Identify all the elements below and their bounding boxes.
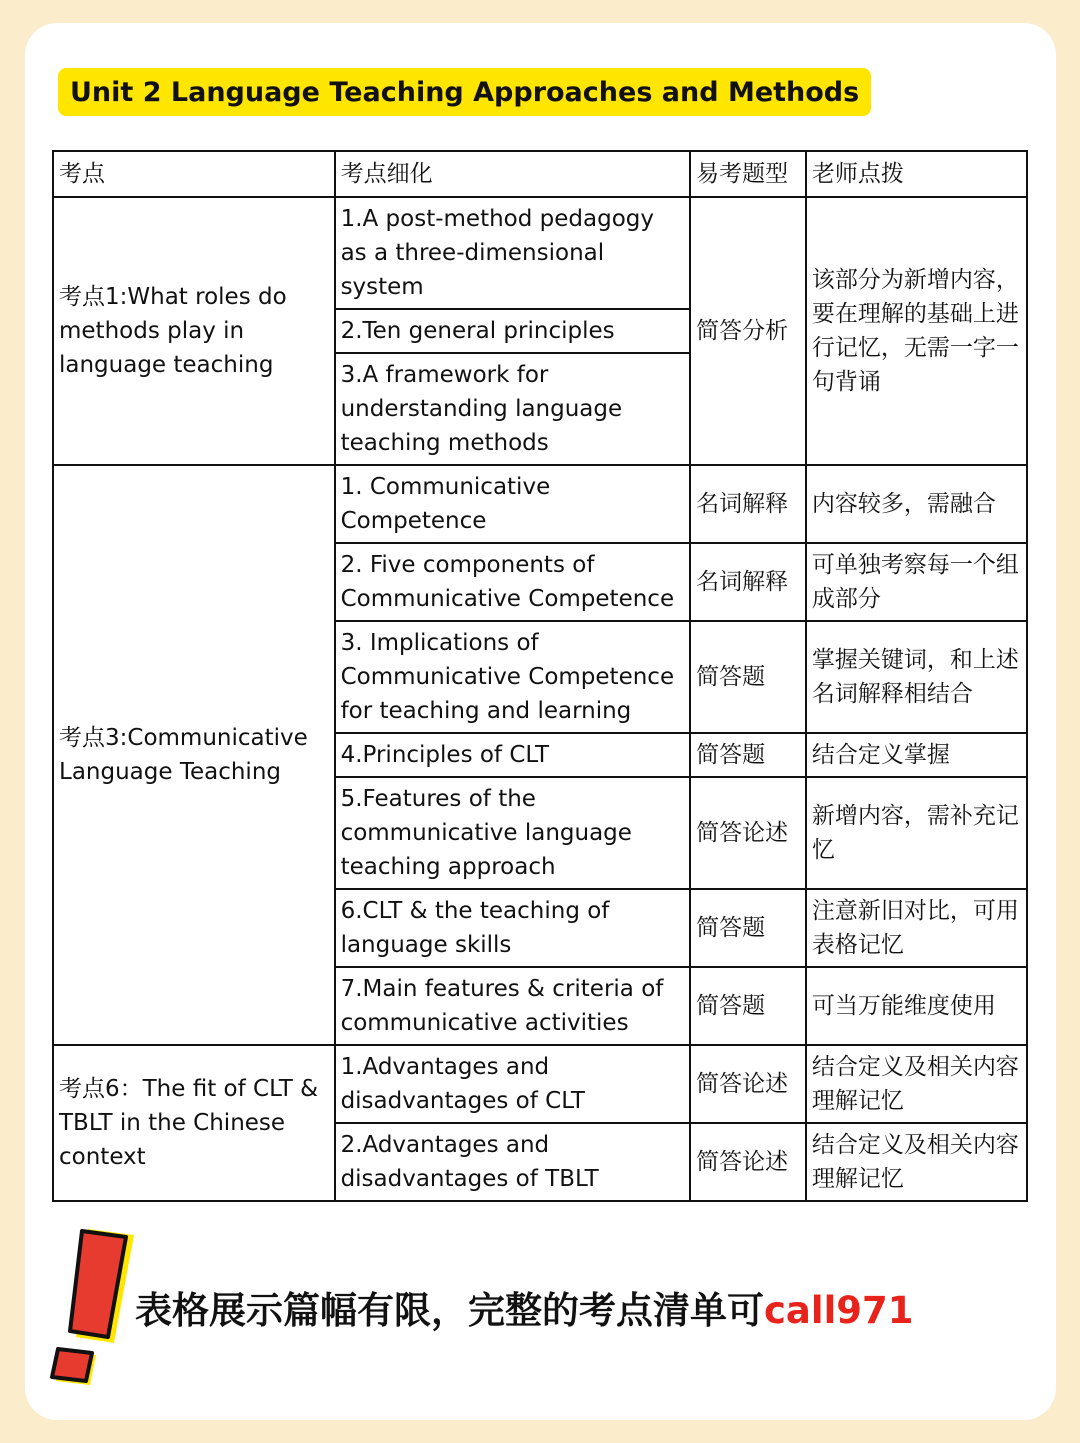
header-question-type: 易考题型 — [690, 151, 806, 197]
exam-points-table — [52, 150, 1028, 1202]
detail-cell: 2.Ten general principles — [335, 309, 691, 353]
question-type-cell: 简答题 — [690, 889, 806, 967]
question-type-cell: 简答论述 — [690, 1045, 806, 1123]
teacher-tip-cell: 注意新旧对比，可用表格记忆 — [806, 889, 1027, 967]
detail-cell: 1.Advantages and disadvantages of CLT — [335, 1045, 691, 1123]
table-row — [53, 1045, 1027, 1123]
detail-cell: 2. Five components of Communicative Competence — [335, 543, 691, 621]
teacher-tip-cell: 可单独考察每一个组成部分 — [806, 543, 1027, 621]
exclamation-icon — [48, 1225, 140, 1390]
detail-cell: 1.A post-method pedagogy as a three-dimensional system — [335, 197, 691, 309]
question-type-cell: 简答论述 — [690, 1123, 806, 1201]
header-topic: 考点 — [53, 151, 335, 197]
detail-cell: 3. Implications of Communicative Competence for teaching and learning — [335, 621, 691, 733]
detail-cell: 6.CLT & the teaching of language skills — [335, 889, 691, 967]
detail-cell: 4.Principles of CLT — [335, 733, 691, 777]
detail-cell: 7.Main features & criteria of communicative activities — [335, 967, 691, 1045]
teacher-tip-cell: 结合定义掌握 — [806, 733, 1027, 777]
teacher-tip-cell: 该部分为新增内容，要在理解的基础上进行记忆，无需一字一句背诵 — [806, 197, 1027, 465]
detail-cell: 5.Features of the communicative language teaching approach — [335, 777, 691, 889]
footer-accent-text: call971 — [764, 1289, 914, 1332]
topic-cell: 考点3:Communicative Language Teaching — [53, 465, 335, 1045]
teacher-tip-cell: 新增内容，需补充记忆 — [806, 777, 1027, 889]
table-row — [53, 465, 1027, 543]
page-title: Unit 2 Language Teaching Approaches and Methods — [58, 68, 871, 116]
teacher-tip-cell: 内容较多，需融合 — [806, 465, 1027, 543]
question-type-cell: 名词解释 — [690, 465, 806, 543]
question-type-cell: 简答分析 — [690, 197, 806, 465]
detail-cell: 3.A framework for understanding language teaching methods — [335, 353, 691, 465]
header-detail: 考点细化 — [335, 151, 691, 197]
footer-note-text: 表格展示篇幅有限，完整的考点清单可 — [135, 1289, 764, 1332]
table-header-row — [53, 151, 1027, 197]
teacher-tip-cell: 结合定义及相关内容理解记忆 — [806, 1123, 1027, 1201]
topic-cell: 考点1:What roles do methods play in language teaching — [53, 197, 335, 465]
header-teacher-tip: 老师点拨 — [806, 151, 1027, 197]
footer-note — [135, 1283, 914, 1339]
table-row — [53, 197, 1027, 309]
detail-cell: 1. Communicative Competence — [335, 465, 691, 543]
question-type-cell: 简答题 — [690, 621, 806, 733]
question-type-cell: 简答题 — [690, 967, 806, 1045]
question-type-cell: 名词解释 — [690, 543, 806, 621]
topic-cell: 考点6：The fit of CLT & TBLT in the Chinese context — [53, 1045, 335, 1201]
teacher-tip-cell: 可当万能维度使用 — [806, 967, 1027, 1045]
detail-cell: 2.Advantages and disadvantages of TBLT — [335, 1123, 691, 1201]
question-type-cell: 简答论述 — [690, 777, 806, 889]
question-type-cell: 简答题 — [690, 733, 806, 777]
teacher-tip-cell: 结合定义及相关内容理解记忆 — [806, 1045, 1027, 1123]
teacher-tip-cell: 掌握关键词，和上述名词解释相结合 — [806, 621, 1027, 733]
